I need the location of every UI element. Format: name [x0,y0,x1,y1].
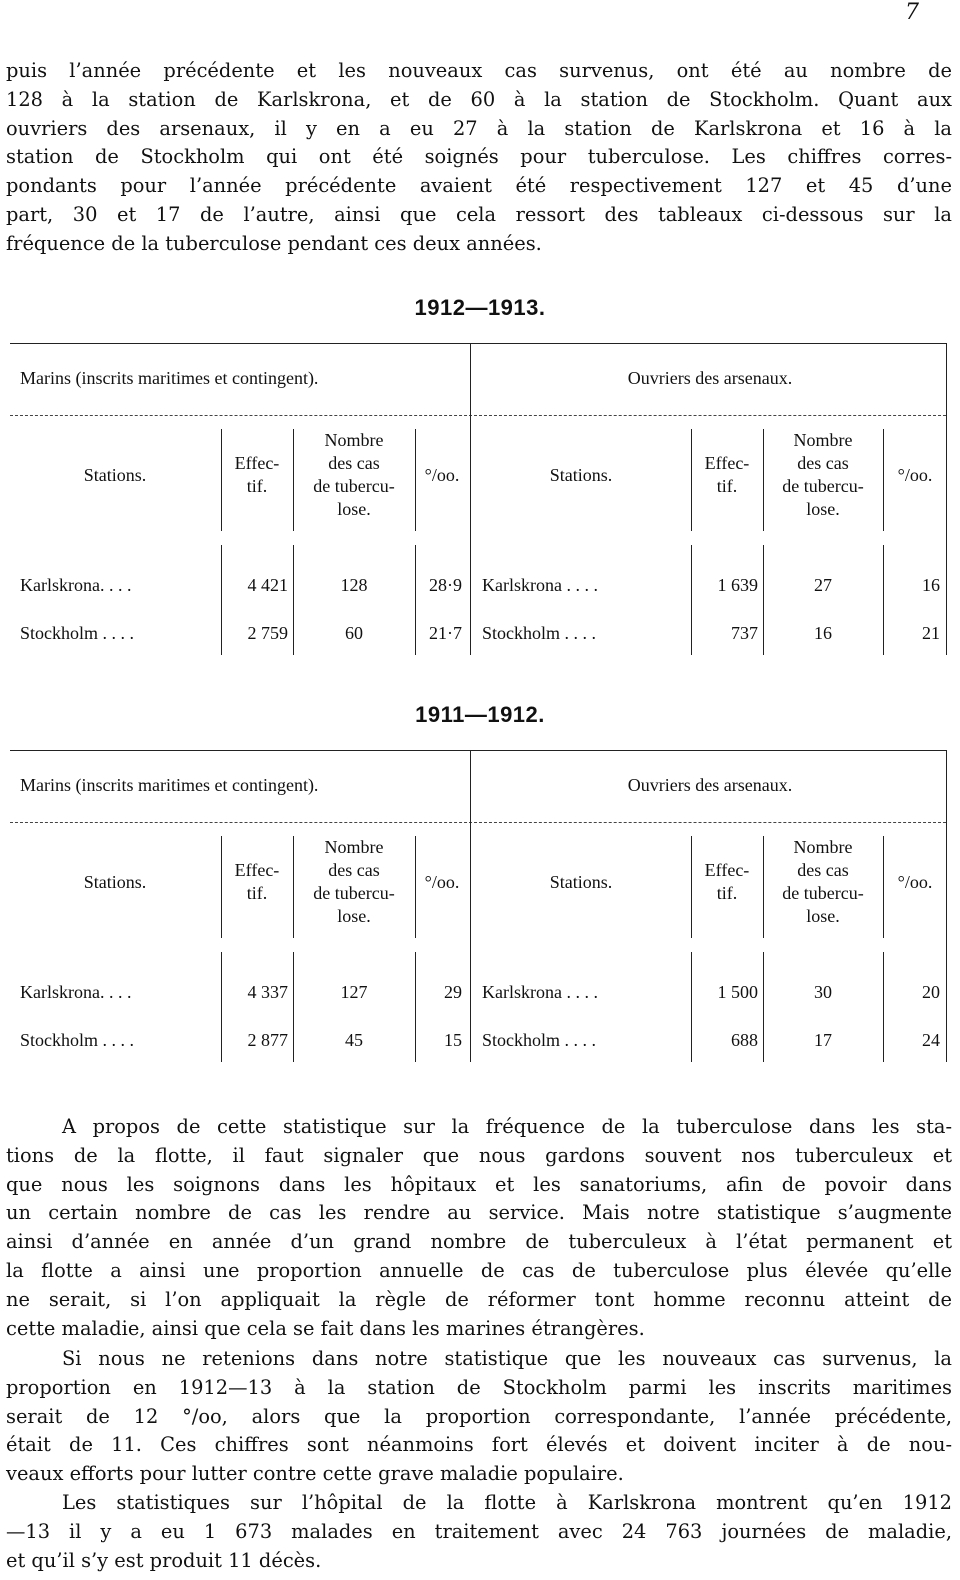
intro-paragraph-text: 128 à la station de Karlskrona, et de 60 à la station de Stockholm. Quant aux [6,87,952,111]
table-top-rule [10,750,946,751]
left-row-cases-cell: 45 [345,1029,363,1050]
closing-paragraph-3-text: Les statistiques sur l’hôpital de la flotte à Karlskrona montrent qu’en 1912 [62,1491,952,1514]
intro-paragraph-line [6,114,952,143]
right-header-cases-text: Nombre des cas de tubercu- lose. [782,837,864,926]
table-top-rule [10,343,946,344]
closing-paragraph-2-line [6,1344,952,1373]
left-header-stations [10,826,220,938]
closing-paragraph-2-text: était de 11. Ces chiffres sont néanmoins fort élevés et doivent inciter à de nou- [6,1433,952,1457]
right-header-effectif-text: Effec- tif. [704,453,750,496]
right-row-permille-cell: 24 [922,1029,940,1050]
closing-paragraph-1-text: ainsi d’année en année d’un grand nombre de tuberculeux à l’état permanent et [6,1230,952,1254]
left-header-stations-text: Stations. [83,464,147,485]
group-separator-rule [10,822,946,823]
right-header-cases [764,419,882,531]
right-row-effectif-cell: 688 [731,1029,758,1050]
left-header-cases [294,826,414,938]
closing-paragraph-2-line [6,1402,952,1431]
left-header-stations-text: Stations. [83,871,147,892]
right-row-cases-cell: 27 [814,574,832,595]
closing-paragraph-3-text: —13 il y a eu 1 673 malades en traitement avec 24 763 journées de maladie, [6,1519,952,1543]
right-row-station-cell: Stockholm . . . . [482,622,597,643]
closing-paragraph-1-text: la flotte a ainsi une proportion annuelle de cas de tuberculose plus élevée qu’elle [6,1259,952,1282]
right-row-cases-cell: 30 [814,981,832,1002]
closing-paragraph-1-line [6,1198,952,1227]
closing-paragraph-2-text: veaux efforts pour lutter contre cette grave maladie populaire. [6,1462,624,1486]
closing-paragraph-2-text: Si nous ne retenions dans notre statistique que les nouveaux cas survenus, la [62,1347,952,1370]
intro-paragraph-text: pondants pour l’année précédente avaient été respectivement 127 et 45 d’une [6,174,952,198]
right-row-permille-cell: 20 [922,981,940,1002]
right-header-effectif [692,826,762,938]
closing-paragraph-3-line [6,1488,952,1517]
closing-paragraph-2-text: proportion en 1912—13 à la station de Stockholm parmi les inscrits maritimes [6,1375,952,1399]
right-header-permille-text: °/oo. [897,871,933,892]
left-row-station-cell: Karlskrona. . . . [20,981,132,1002]
left-row-permille-cell: 21·7 [429,622,462,643]
left-row-effectif-cell: 2 877 [247,1029,288,1050]
right-row-cases-cell: 17 [814,1029,832,1050]
left-header-effectif-text: Effec- tif. [234,453,280,496]
right-header-cases-text: Nombre des cas de tubercu- lose. [782,430,864,519]
closing-paragraph-1-text: ne serait, si l’on appliquait la règle de réformer tont homme reconnu atteint de [6,1287,952,1311]
intro-paragraph-line [6,200,952,229]
closing-paragraph-1-line [6,1170,952,1199]
intro-paragraph-line [6,142,952,171]
right-header-stations-text: Stations. [549,871,613,892]
right-row-permille-cell: 16 [922,574,940,595]
intro-paragraph-line [6,85,952,114]
right-group-title: Ouvriers des arsenaux. [627,774,793,795]
closing-paragraph-1-line [6,1112,952,1141]
right-header-permille [884,826,946,938]
intro-paragraph-line [6,171,952,200]
intro-paragraph-text: fréquence de la tuberculose pendant ces deux années. [6,231,542,255]
closing-paragraph-1-text: tions de la flotte, il faut signaler que nous gardons souvent nos tuberculeux et [6,1143,952,1167]
left-row-station-cell: Stockholm . . . . [20,1029,135,1050]
left-group-title: Marins (inscrits maritimes et contingent). [20,774,319,795]
left-row-cases-cell: 127 [340,981,368,1002]
right-row-effectif-cell: 1 639 [717,574,758,595]
right-border [946,750,947,1062]
intro-paragraph-text: part, 30 et 17 de l’autre, ainsi que cela ressort des tableaux ci-dessous sur la [6,203,952,226]
right-row-station-cell: Karlskrona . . . . [482,574,598,595]
closing-paragraph-1-text: un certain nombre de cas les rendre au service. Mais notre statistique s’augmente [6,1201,952,1225]
statistics-table [10,335,950,665]
left-row-cases-cell: 128 [340,574,368,595]
right-row-effectif-cell: 1 500 [717,981,758,1002]
closing-paragraph-1-text: cette maladie, ainsi que cela se fait dans les marines étrangères. [6,1316,645,1340]
closing-paragraph-2-line [6,1373,952,1402]
closing-paragraph-1-line [6,1314,952,1343]
right-header-effectif-text: Effec- tif. [704,860,750,903]
left-row-station-cell: Stockholm . . . . [20,622,135,643]
right-header-stations [472,419,690,531]
left-header-stations [10,419,220,531]
closing-paragraph-1-line [6,1227,952,1256]
right-header-stations [472,826,690,938]
right-row-station-cell: Stockholm . . . . [482,1029,597,1050]
closing-paragraph-3-line [6,1517,952,1546]
right-row-effectif-cell: 737 [731,622,758,643]
right-row-cases-cell: 16 [814,622,832,643]
left-header-permille [416,826,468,938]
center-divider [470,750,471,1062]
left-header-permille [416,419,468,531]
table-year-heading: 1912—1913. [414,295,546,320]
left-group-title: Marins (inscrits maritimes et contingent). [20,367,319,388]
left-row-permille-cell: 15 [444,1029,462,1050]
right-row-station-cell: Karlskrona . . . . [482,981,598,1002]
intro-paragraph-text: puis l’année précédente et les nouveaux cas survenus, ont été au nombre de [6,59,952,82]
closing-paragraph-1-line [6,1141,952,1170]
right-header-stations-text: Stations. [549,464,613,485]
closing-paragraph-1-text: que nous les soignons dans les hôpitaux et les sanatoriums, afin de povoir dans [6,1172,952,1196]
left-header-cases-text: Nombre des cas de tubercu- lose. [313,430,395,519]
group-separator-rule [10,415,946,416]
closing-paragraph-2-line [6,1430,952,1459]
left-row-permille-cell: 28·9 [429,574,462,595]
left-header-effectif [222,826,292,938]
right-row-permille-cell: 21 [922,622,940,643]
center-divider [470,343,471,655]
right-header-cases [764,826,882,938]
left-row-effectif-cell: 2 759 [247,622,288,643]
right-header-effectif [692,419,762,531]
statistics-table [10,742,950,1072]
left-row-station-cell: Karlskrona. . . . [20,574,132,595]
left-header-cases-text: Nombre des cas de tubercu- lose. [313,837,395,926]
right-group-title: Ouvriers des arsenaux. [627,367,793,388]
left-header-permille-text: °/oo. [424,871,460,892]
left-row-effectif-cell: 4 421 [247,574,288,595]
closing-paragraph-2-text: serait de 12 °/oo, alors que la proportion correspondante, l’année précédente, [6,1404,952,1428]
intro-paragraph-line [6,56,952,85]
closing-paragraph-3-line [6,1546,952,1575]
closing-paragraph-1-text: A propos de cette statistique sur la fréquence de la tuberculose dans les sta- [62,1115,952,1138]
page-number: 7 [905,0,919,25]
right-border [946,343,947,655]
table-year-heading: 1911—1912. [415,702,545,727]
left-header-effectif-text: Effec- tif. [234,860,280,903]
closing-paragraph-3-text: et qu’il s’y est produit 11 décès. [6,1548,322,1572]
left-header-cases [294,419,414,531]
closing-paragraph-1-line [6,1285,952,1314]
left-header-effectif [222,419,292,531]
right-header-permille-text: °/oo. [897,464,933,485]
left-row-effectif-cell: 4 337 [247,981,288,1002]
intro-paragraph-text: station de Stockholm qui ont été soignés pour tuberculose. Les chiffres corres- [6,145,952,169]
right-header-permille [884,419,946,531]
left-row-cases-cell: 60 [345,622,363,643]
left-header-permille-text: °/oo. [424,464,460,485]
left-row-permille-cell: 29 [444,981,462,1002]
intro-paragraph-line [6,229,952,258]
closing-paragraph-1-line [6,1256,952,1285]
intro-paragraph-text: ouvriers des arsenaux, il y en a eu 27 à la station de Karlskrona et 16 à la [6,116,952,140]
closing-paragraph-2-line [6,1459,952,1488]
